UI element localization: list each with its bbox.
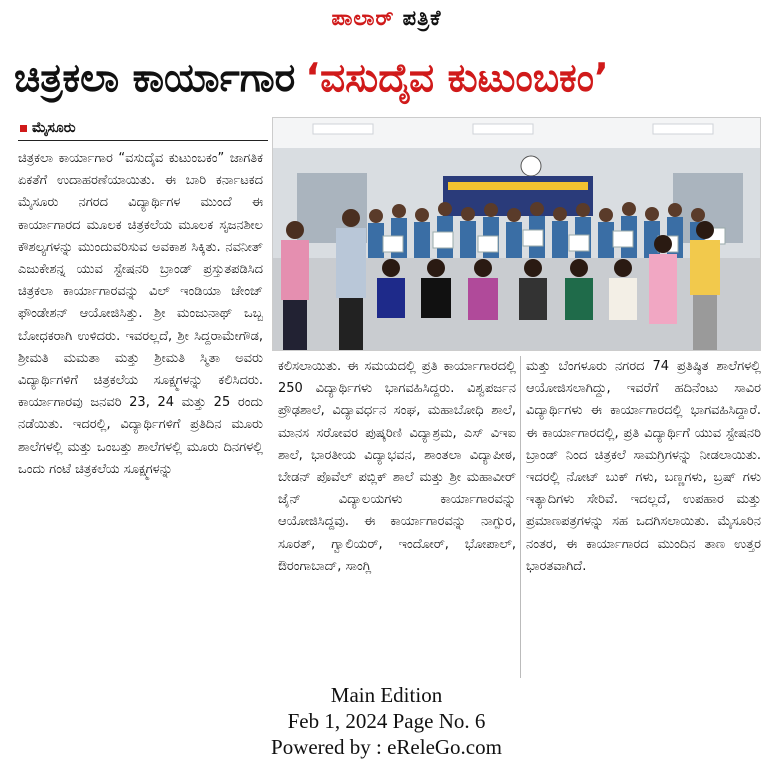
dateline-divider xyxy=(18,140,268,141)
article-column-3-text: ಮತ್ತು ಬೆಂಗಳೂರು ನಗರದ 74 ಪ್ರತಿಷ್ಠಿತ ಶಾಲೆಗಳಲ್ಲಿ ಆಯೋಜಿಸಲಾಗಿದ್ದು, ಇವರೆಗೆ ಹದಿನೆಂಟು ಸಾವಿರ ವಿದ್ಯಾರ್ಥಿಗಳು ಈ ಕಾರ್ಯಾಗಾರದಲ್ಲಿ ಭಾಗವಹಿಸಿದ್ದಾರೆ. ಈ ಕಾರ್ಯಾಗಾರದಲ್ಲಿ, ಪ್ರತಿ ವಿದ್ಯಾರ್ಥಿಗೆ ಯುವ ಸ್ಟೇಷನರಿ ಬ್ರಾಂಡ್ ನಿಂದ ಚಿತ್ರಕಲೆ ಸಾಮಗ್ರಿಗಳನ್ನು ನೀಡಲಾಯಿತು. ಇದರಲ್ಲಿ ನೋಟ್ ಬುಕ್ ಗಳು, ಬಣ್ಣಗಳು, ಬ್ರಷ್ ಗಳು ಇತ್ಯಾದಿಗಳು ಸೇರಿವೆ. ಇದಲ್ಲದೆ, ಉಪಹಾರ ಮತ್ತು ಪ್ರಮಾಣಪತ್ರಗಳನ್ನು ಸಹ ಒದಗಿಸಲಾಯಿತು. ಮೈಸೂರಿನ ನಂತರ, ಈ ಕಾರ್ಯಾಗಾರದ ಮುಂದಿನ ತಾಣ ಉತ್ತರ ಭಾರತವಾಗಿದೆ. xyxy=(526,359,761,574)
column-divider xyxy=(520,356,521,678)
article-column-2-text: ಕಲಿಸಲಾಯಿತು. ಈ ಸಮಯದಲ್ಲಿ ಪ್ರತಿ ಕಾರ್ಯಾಗಾರದಲ್ಲಿ 250 ವಿದ್ಯಾರ್ಥಿಗಳು ಭಾಗವಹಿಸಿದ್ದರು. ವಿಶ್ವಪರ್ಜನ ಪ್ರೌಢಶಾಲೆ, ವಿದ್ಯಾವರ್ಧನ ಸಂಘ, ಮಹಾಬೋಧಿ ಶಾಲೆ, ಮಾನಸ ಸರೋವರ ಪುಷ್ಕರಿಣಿ ವಿದ್ಯಾಶ್ರಮ, ಎಸ್ ವಿಇಐ ಶಾಲೆ, ಭಾರತೀಯ ವಿದ್ಯಾಭವನ, ಶಾಂತಲಾ ವಿದ್ಯಾಪೀಠ, ಬೇಡನ್ ಪೊವೆಲ್ ಪಬ್ಲಿಕ್ ಶಾಲೆ ಮತ್ತು ಶ್ರೀ ಮಹಾವೀರ್ ಜೈನ್ ವಿದ್ಯಾಲಯಗಳು ಕಾರ್ಯಾಗಾರವನ್ನು ಆಯೋಜಿಸಿದ್ದವು. ಈ ಕಾರ್ಯಾಗಾರವನ್ನು ನಾಗ್ಪುರ, ಸೂರತ್, ಗ್ವಾಲಿಯರ್, ಇಂದೋರ್, ಭೋಪಾಲ್, ಔರಂಗಾಬಾದ್, ಸಾಂಗ್ಲಿ xyxy=(278,359,516,574)
dateline-bullet-icon xyxy=(20,125,27,132)
headline-part2: ‘ವಸುದೈವ ಕುಟುಂಬಕಂ’ xyxy=(305,56,609,101)
article-column-3 xyxy=(526,356,761,678)
masthead-name-red: ಪಾಲಾರ್ xyxy=(331,6,395,30)
article-column-2 xyxy=(278,356,516,678)
masthead-name-black: ಪತ್ರಿಕೆ xyxy=(402,6,442,30)
article-column-1 xyxy=(18,148,263,678)
dateline xyxy=(20,120,76,136)
edition-name: Main Edition xyxy=(330,683,443,707)
article-column-1-text: ಚಿತ್ರಕಲಾ ಕಾರ್ಯಾಗಾರ “ವಸುದೈವ ಕುಟುಂಬಕಂ” ಜಾಗತಿಕ ಏಕತೆಗೆ ಉದಾಹರಣೆಯಾಯಿತು. ಈ ಬಾರಿ ಕರ್ನಾಟಕದ ಮೈಸೂರು ನಗರದ ವಿದ್ಯಾರ್ಥಿಗಳ ಮುಂದೆ ಈ ಕಾರ್ಯಾಗಾರದ ಮೂಲಕ ಚಿತ್ರಕಲೆಯ ಮೂಲಕ ಸೃಜನಶೀಲ ಕೌಶಲ್ಯಗಳನ್ನು ಮುಂದುವರಿಸುವ ಅವಕಾಶ ಸಿಕ್ಕಿತು. ನವನೀತ್ ಎಜುಕೇಶನ್ನ ಯುವ ಸ್ಟೇಷನರಿ ಬ್ರಾಂಡ್ ಪ್ರಸ್ತುತಪಡಿಸಿದ ಚಿತ್ರಕಲಾ ಕಾರ್ಯಾಗಾರವನ್ನು ವಿಲ್ ಇಂಡಿಯಾ ಚೇಂಜ್ ಫೌಂಡೇಶನ್ ಆಯೋಜಿಸಿತ್ತು. ಶ್ರೀ ಮಂಜುನಾಥ್ ಒಬ್ಬ ಬೋಧಕರಾಗಿ ಉಳಿದರು. ಇವರಲ್ಲದೆ, ಶ್ರೀ ಸಿದ್ದರಾಮೇಗೌಡ, ಶ್ರೀಮತಿ ಮಮತಾ ಮತ್ತು ಶ್ರೀಮತಿ ಸ್ಮಿತಾ ಅವರು ವಿದ್ಯಾರ್ಥಿಗಳಿಗೆ ಚಿತ್ರಕಲೆಯ ಸೂಕ್ಷ್ಮಗಳನ್ನು ಕಲಿಸಿದರು. ಕಾರ್ಯಾಗಾರವು ಜನವರಿ 23, 24 ಮತ್ತು 25 ರಂದು ನಡೆಯಿತು. ಇದರಲ್ಲಿ, ವಿದ್ಯಾರ್ಥಿಗಳಿಗೆ ಪ್ರತಿದಿನ ಮೂರು ಶಾಲೆಗಳಲ್ಲಿ ಮತ್ತು ಒಂಬತ್ತು ಶಾಲೆಗಳಲ್ಲಿ ಮೂರು ದಿನಗಳಲ್ಲಿ ಒಂದು ಗಂಟೆ ಚಿತ್ರಕಲೆಯ ಸೂಕ್ಷ್ಮಗಳನ್ನು xyxy=(18,151,263,477)
article-headline xyxy=(14,50,759,108)
dateline-place: ಮೈಸೂರು xyxy=(32,120,76,136)
edition-footer xyxy=(0,682,773,760)
edition-date-page: Feb 1, 2024 Page No. 6 xyxy=(287,709,486,733)
group-photo-image xyxy=(273,118,760,350)
powered-by-text: Powered by : eReleGo.com xyxy=(271,735,502,759)
article-photo xyxy=(272,117,761,351)
headline-part1: ಚಿತ್ರಕಲಾ ಕಾರ್ಯಾಗಾರ xyxy=(14,56,296,101)
newspaper-masthead xyxy=(0,6,773,31)
